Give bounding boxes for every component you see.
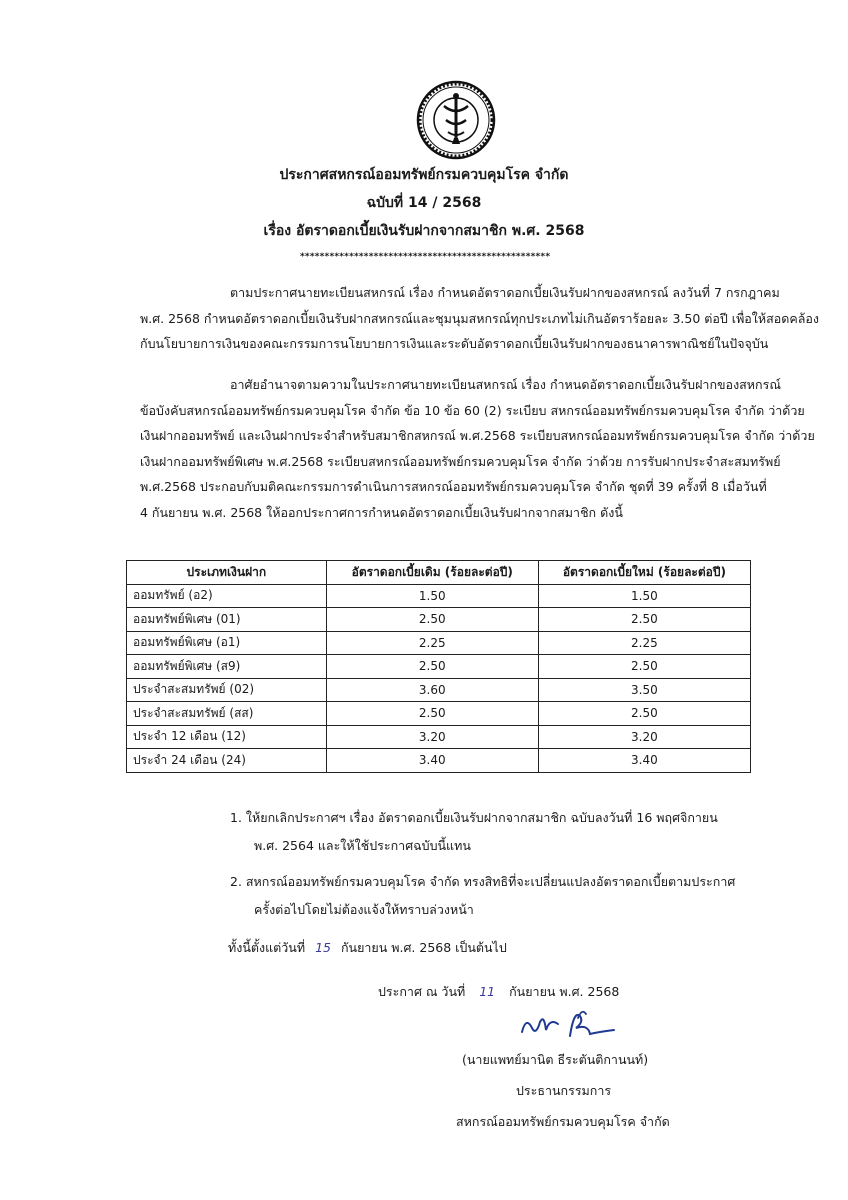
paragraph-line: ตามประกาศนายทะเบียนสหกรณ์ เรื่อง กำหนดอัตราดอกเบี้ยเงินรับฝากของสหกรณ์ ลงวันที่ 7 กรกฎาคม bbox=[230, 285, 780, 300]
old-rate-cell: 1.50 bbox=[326, 584, 538, 608]
cooperative-seal-logo bbox=[416, 80, 496, 160]
subject-line: เรื่อง อัตราดอกเบี้ยเงินรับฝากจากสมาชิก พ.ศ. 2568 bbox=[263, 223, 585, 239]
announced-date-prefix: ประกาศ ณ วันที่ bbox=[378, 984, 466, 999]
paragraph-2 bbox=[140, 372, 815, 525]
deposit-type-cell: ออมทรัพย์ (อ2) bbox=[127, 584, 327, 608]
paragraph-line: เงินฝากออมทรัพย์พิเศษ พ.ศ.2568 ระเบียบสหกรณ์ออมทรัพย์กรมควบคุมโรค จำกัด ว่าด้วย การรับฝากประจำสะสมทรัพย์ bbox=[140, 453, 781, 469]
deposit-type-cell: ออมทรัพย์พิเศษ (ส9) bbox=[127, 655, 327, 679]
old-rate-cell: 2.25 bbox=[326, 631, 538, 655]
table-row bbox=[127, 702, 751, 726]
announced-date-suffix: กันยายน พ.ศ. 2568 bbox=[509, 984, 620, 999]
table-row bbox=[127, 608, 751, 632]
announced-date bbox=[378, 982, 619, 1002]
paragraph-line: อาศัยอำนาจตามความในประกาศนายทะเบียนสหกรณ์ เรื่อง กำหนดอัตราดอกเบี้ยเงินรับฝากของสหกรณ์ bbox=[230, 377, 781, 392]
new-rate-cell: 2.50 bbox=[538, 655, 750, 679]
column-header-deposit-type: ประเภทเงินฝาก bbox=[127, 561, 327, 585]
deposit-type-cell: ประจำ 24 เดือน (24) bbox=[127, 749, 327, 773]
handwritten-signature bbox=[518, 1006, 618, 1042]
paragraph-1 bbox=[140, 280, 820, 357]
new-rate-cell: 2.50 bbox=[538, 608, 750, 632]
table-row bbox=[127, 749, 751, 773]
deposit-type-cell: ออมทรัพย์พิเศษ (01) bbox=[127, 608, 327, 632]
issue-number-text: ฉบับที่ 14 / 2568 bbox=[366, 195, 482, 211]
deposit-type-cell: ประจำสะสมทรัพย์ (สส) bbox=[127, 702, 327, 726]
old-rate-cell: 3.20 bbox=[326, 725, 538, 749]
paragraph-line: ข้อบังคับสหกรณ์ออมทรัพย์กรมควบคุมโรค จำกัด ข้อ 10 ข้อ 60 (2) ระเบียบ สหกรณ์ออมทรัพย์กรมควบคุมโรค จำกัด ว่าด้วย bbox=[140, 402, 805, 418]
signer-organization: สหกรณ์ออมทรัพย์กรมควบคุมโรค จำกัด bbox=[456, 1114, 670, 1129]
issue-number bbox=[0, 192, 848, 214]
item-1-line-1: 1. ให้ยกเลิกประกาศฯ เรื่อง อัตราดอกเบี้ยเงินรับฝากจากสมาชิก ฉบับลงวันที่ 16 พฤศจิกายน bbox=[230, 810, 718, 825]
new-rate-cell: 2.25 bbox=[538, 631, 750, 655]
interest-rate-table bbox=[126, 560, 751, 773]
effective-date-day: 15 bbox=[315, 940, 331, 955]
table-row bbox=[127, 725, 751, 749]
effective-date bbox=[228, 938, 507, 958]
announcement-title: ประกาศสหกรณ์ออมทรัพย์กรมควบคุมโรค จำกัด bbox=[279, 167, 569, 183]
new-rate-cell: 1.50 bbox=[538, 584, 750, 608]
paragraph-line: พ.ศ. 2568 กำหนดอัตราดอกเบี้ยเงินรับฝากสหกรณ์และชุมนุมสหกรณ์ทุกประเภทไม่เกินอัตราร้อยละ 3.50 ต่อปี เพื่อให้สอดคล้อง bbox=[140, 310, 820, 326]
new-rate-cell: 3.40 bbox=[538, 749, 750, 773]
column-header-new-rate: อัตราดอกเบี้ยใหม่ (ร้อยละต่อปี) bbox=[538, 561, 750, 585]
item-2-line-2: ครั้งต่อไปโดยไม่ต้องแจ้งให้ทราบล่วงหน้า bbox=[254, 902, 474, 917]
table-row bbox=[127, 655, 751, 679]
paragraph-line: พ.ศ.2568 ประกอบกับมติคณะกรรมการดำเนินการสหกรณ์ออมทรัพย์กรมควบคุมโรค จำกัด ชุดที่ 39 ครั้งที่ 8 เมื่อวันที่ bbox=[140, 479, 767, 494]
paragraph-line: กับนโยบายการเงินของคณะกรรมการนโยบายการเงินและระดับอัตราดอกเบี้ยเงินรับฝากของธนาคารพาณิชย์ในปัจจุบัน bbox=[140, 336, 769, 351]
old-rate-cell: 3.60 bbox=[326, 678, 538, 702]
item-1-line-2: พ.ศ. 2564 และให้ใช้ประกาศฉบับนี้แทน bbox=[254, 838, 471, 853]
effective-date-prefix: ทั้งนี้ตั้งแต่วันที่ bbox=[228, 940, 306, 955]
deposit-type-cell: ประจำ 12 เดือน (12) bbox=[127, 725, 327, 749]
table-row bbox=[127, 584, 751, 608]
deposit-type-cell: ประจำสะสมทรัพย์ (02) bbox=[127, 678, 327, 702]
old-rate-cell: 2.50 bbox=[326, 608, 538, 632]
table-row bbox=[127, 631, 751, 655]
signer-position: ประธานกรรมการ bbox=[516, 1083, 612, 1098]
old-rate-cell: 3.40 bbox=[326, 749, 538, 773]
paragraph-line: เงินฝากออมทรัพย์ และเงินฝากประจำสำหรับสมาชิกสหกรณ์ พ.ศ.2568 ระเบียบสหกรณ์ออมทรัพย์กรมควบคุมโรค จำกัด ว่าด้วย bbox=[140, 428, 815, 443]
old-rate-cell: 2.50 bbox=[326, 702, 538, 726]
new-rate-cell: 3.20 bbox=[538, 725, 750, 749]
signer-name: (นายแพทย์มานิต ธีระตันติกานนท์) bbox=[462, 1052, 649, 1067]
new-rate-cell: 2.50 bbox=[538, 702, 750, 726]
item-2-line-1: 2. สหกรณ์ออมทรัพย์กรมควบคุมโรค จำกัด ทรงสิทธิที่จะเปลี่ยนแปลงอัตราดอกเบี้ยตามประกาศ bbox=[230, 874, 736, 889]
column-header-old-rate: อัตราดอกเบี้ยเดิม (ร้อยละต่อปี) bbox=[326, 561, 538, 585]
table-header-row bbox=[127, 561, 751, 585]
table-row bbox=[127, 678, 751, 702]
new-rate-cell: 3.50 bbox=[538, 678, 750, 702]
announced-date-day: 11 bbox=[479, 984, 496, 999]
old-rate-cell: 2.50 bbox=[326, 655, 538, 679]
header-separator: *************************************************** bbox=[300, 252, 551, 262]
effective-date-suffix: กันยายน พ.ศ. 2568 เป็นต้นไป bbox=[340, 940, 507, 955]
paragraph-line: 4 กันยายน พ.ศ. 2568 ให้ออกประกาศการกำหนดอัตราดอกเบี้ยเงินรับฝากจากสมาชิก ดังนี้ bbox=[140, 504, 623, 520]
deposit-type-cell: ออมทรัพย์พิเศษ (อ1) bbox=[127, 631, 327, 655]
